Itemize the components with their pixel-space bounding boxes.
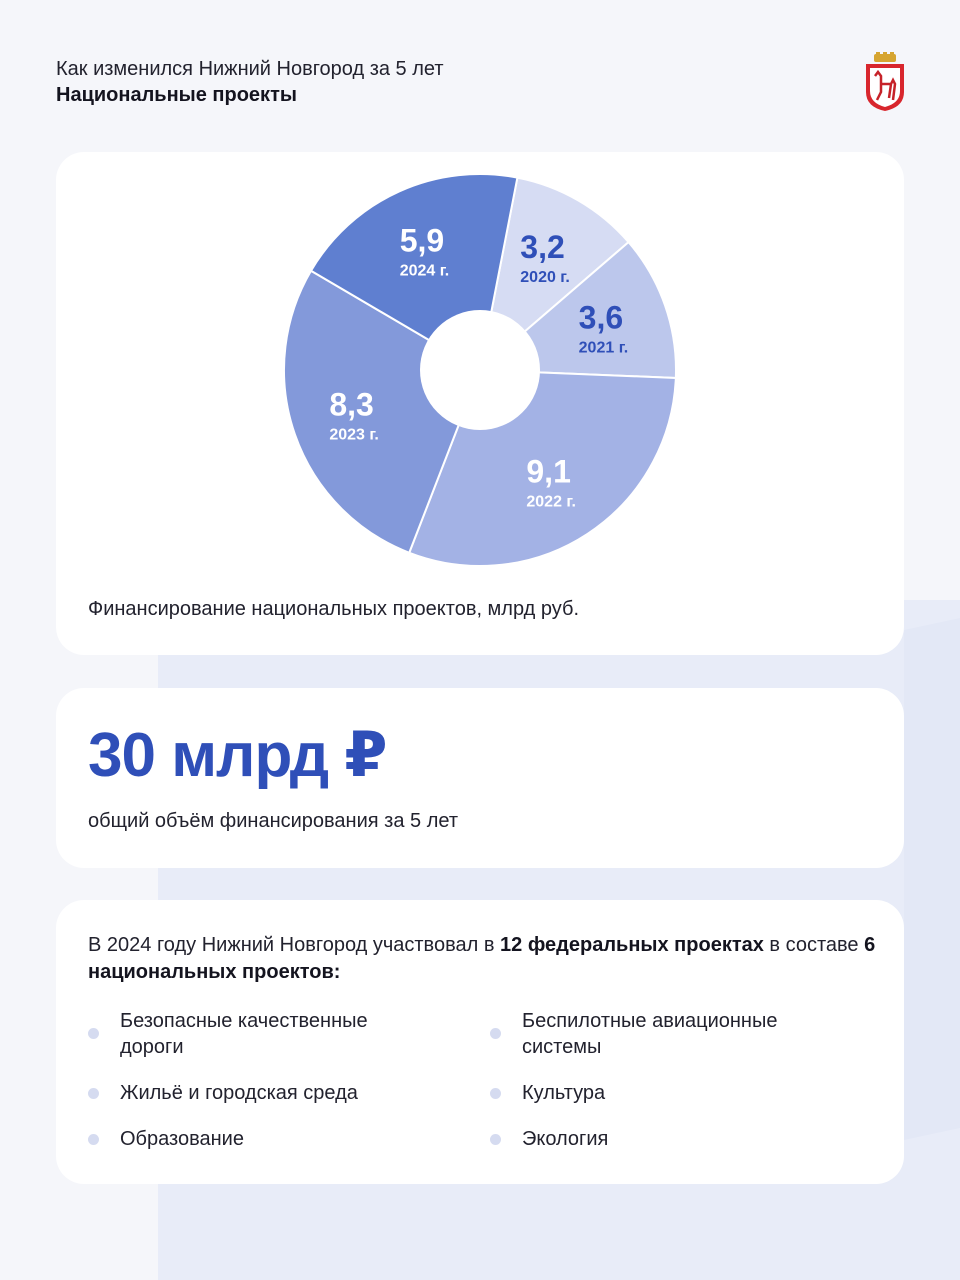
slice-value-label: 3,6 [578, 299, 624, 336]
list-item: Культура [522, 1082, 606, 1104]
list-item: Экология [522, 1128, 609, 1150]
projects-intro: В 2024 году Нижний Новгород участвовал в 12 федеральных проектах в составе 6 национальных проектов: [88, 934, 876, 983]
total-caption: общий объём финансирования за 5 лет [88, 810, 458, 832]
total-value: 30 млрд ₽ [88, 721, 387, 790]
donut-hole [420, 310, 540, 430]
list-item: Безопасные качественные дороги [120, 1010, 368, 1058]
bullet-icon [88, 1028, 99, 1039]
slice-year-label: 2020 г. [520, 268, 570, 286]
page-subtitle: Как изменился Нижний Новгород за 5 лет [56, 58, 444, 80]
slice-value-label: 5,9 [399, 222, 445, 259]
chart-caption: Финансирование национальных проектов, млрд руб. [88, 598, 579, 620]
list-item: Беспилотные авиационные системы [522, 1010, 778, 1058]
list-item: Образование [120, 1128, 244, 1150]
bullet-icon [490, 1134, 501, 1145]
slice-year-label: 2021 г. [578, 339, 629, 357]
slice-year-label: 2024 г. [399, 262, 450, 280]
slice-value-label: 3,2 [520, 228, 565, 265]
bullet-icon [490, 1088, 501, 1099]
slice-value-label: 9,1 [526, 453, 571, 490]
national-projects-count: 6 национальных проектов: [88, 934, 876, 983]
bullet-icon [88, 1088, 99, 1099]
projects-card [56, 900, 904, 1184]
federal-projects-count: 12 федеральных проектах [500, 934, 764, 956]
slice-year-label: 2023 г. [329, 426, 379, 444]
chart-card [56, 152, 904, 655]
total-card [56, 688, 904, 868]
slice-year-label: 2022 г. [526, 493, 576, 511]
page-title: Национальные проекты [56, 84, 297, 106]
donut-chart [56, 152, 904, 592]
list-item: Жильё и городская среда [120, 1082, 358, 1104]
slice-value-label: 8,3 [329, 386, 374, 423]
bullet-icon [88, 1134, 99, 1145]
city-emblem-icon [860, 52, 910, 112]
bullet-icon [490, 1028, 501, 1039]
header [56, 56, 444, 108]
